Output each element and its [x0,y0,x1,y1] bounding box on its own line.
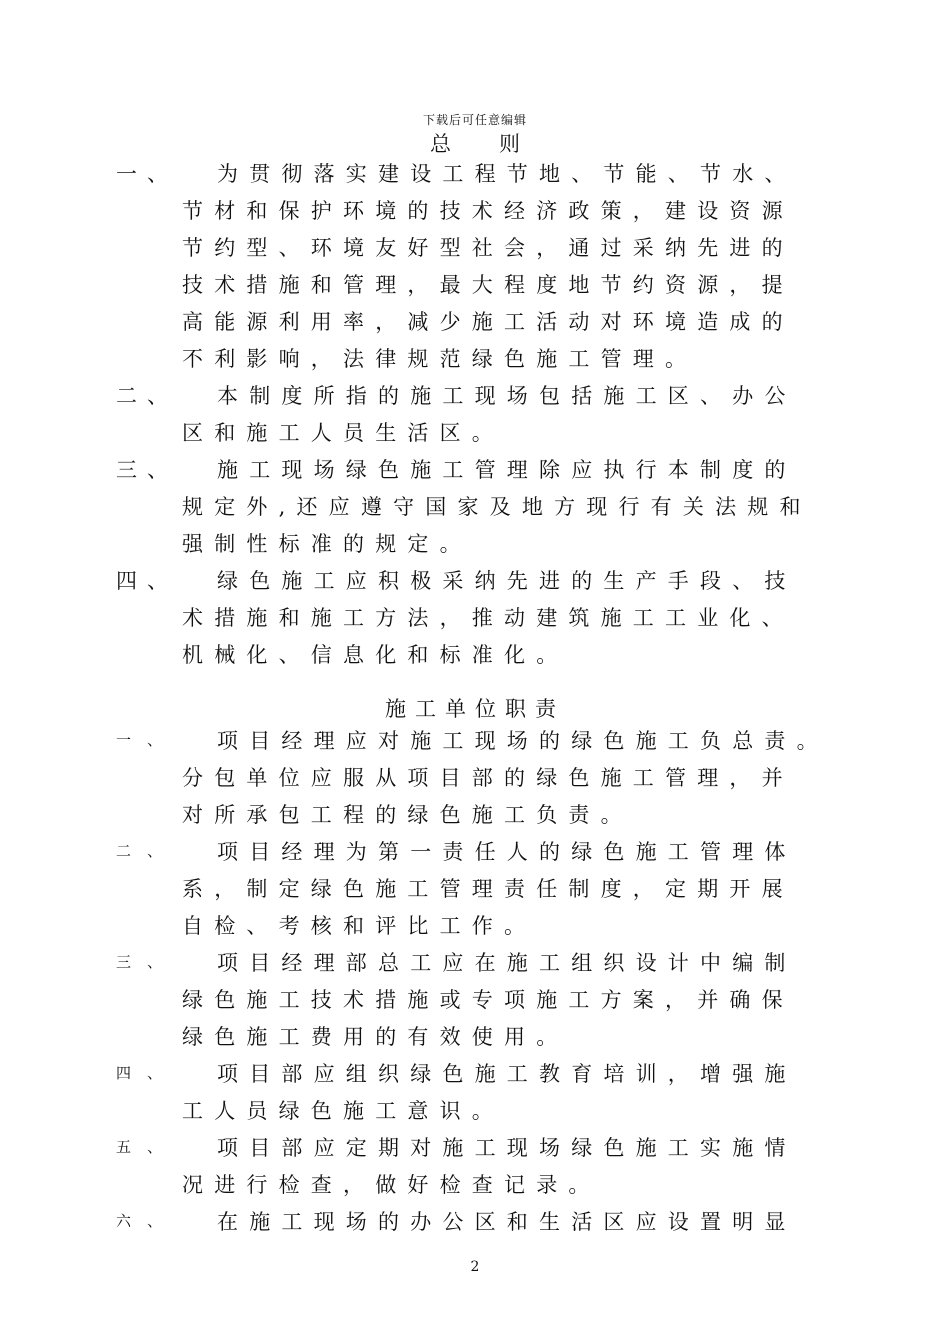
paragraph-line: 绿色施工费用的有效使用。 [182,1025,569,1049]
paragraph-line: 施工现场绿色施工管理除应执行本制度的 [217,458,797,482]
item-number: 四、 [116,1064,179,1082]
paragraph-line: 项目部应定期对施工现场绿色施工实施情 [217,1136,797,1160]
paragraph-line: 术措施和施工方法，推动建筑施工工业化、 [182,606,794,630]
paragraph-line: 对所承包工程的绿色施工负责。 [182,803,633,827]
paragraph-line: 不利影响，法律规范绿色施工管理。 [182,347,698,371]
item-number: 一、 [116,162,178,186]
paragraph-line: 节材和保护环境的技术经济政策，建设资源 [182,199,794,223]
paragraph-line: 项目经理部总工应在施工组织设计中编制 [217,951,797,975]
paragraph-line: 技术措施和管理，最大程度地节约资源，提 [182,273,794,297]
paragraph-line: 区和施工人员生活区。 [182,421,504,445]
paragraph-line: 项目部应组织绿色施工教育培训，增强施 [217,1062,797,1086]
header-note: 下载后可任意编辑 [422,113,527,127]
item-number: 五、 [116,1138,179,1156]
paragraph-line: 高能源利用率，减少施工活动对环境造成的 [182,310,794,334]
paragraph-line: 机械化、信息化和标准化。 [182,643,569,667]
paragraph-line: 规定外,还应遵守国家及地方现行有关法规和 [182,495,812,519]
paragraph-line: 绿色施工技术措施或专项施工方案，并确保 [182,988,794,1012]
paragraph-line: 为贯彻落实建设工程节地、节能、节水、 [217,162,797,186]
paragraph-line: 自检、考核和评比工作。 [182,914,537,938]
paragraph-line: 况进行检查，做好检查记录。 [182,1173,601,1197]
paragraph-line: 项目经理应对施工现场的绿色施工负总责。 [217,729,829,753]
item-number: 二、 [116,842,179,860]
paragraph-line: 本制度所指的施工现场包括施工区、办公 [217,384,797,408]
paragraph-line: 节约型、环境友好型社会，通过采纳先进的 [182,236,794,260]
paragraph-line: 分包单位应服从项目部的绿色施工管理，并 [182,766,794,790]
section-title-part2: 则 [499,132,520,156]
paragraph-line: 强制性标准的规定。 [182,532,472,556]
item-number: 二、 [116,384,178,408]
page-number: 2 [470,1259,480,1275]
item-number: 三、 [116,458,178,482]
paragraph-line: 系，制定绿色施工管理责任制度，定期开展 [182,877,794,901]
paragraph-line: 项目经理为第一责任人的绿色施工管理体 [217,840,797,864]
section-title-part1: 总 [430,132,451,156]
section-title-responsibilities: 施工单位职责 [385,697,565,721]
item-number: 一、 [116,731,179,749]
paragraph-line: 工人员绿色施工意识。 [182,1099,504,1123]
item-number: 四、 [116,569,178,593]
paragraph-line: 在施工现场的办公区和生活区应设置明显 [217,1210,797,1234]
section-title-general [0,128,950,158]
paragraph-line: 绿色施工应积极采纳先进的生产手段、技 [217,569,797,593]
item-number: 六、 [116,1212,179,1230]
item-number: 三、 [116,953,179,971]
